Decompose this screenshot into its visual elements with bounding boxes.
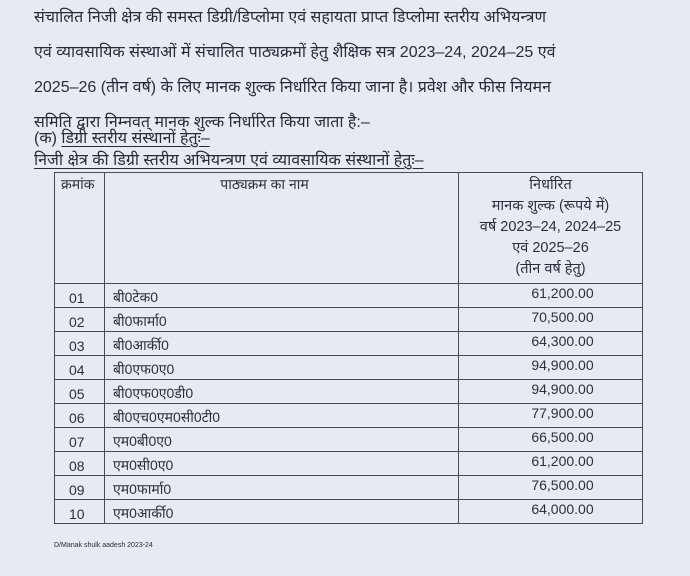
row-serial: 04 bbox=[55, 356, 105, 380]
section-prefix: (क) bbox=[34, 130, 57, 147]
table-row bbox=[55, 356, 643, 380]
row-serial: 09 bbox=[55, 476, 105, 500]
header-fee-line-3: वर्ष 2023–24, 2024–25 bbox=[479, 219, 622, 235]
row-serial: 07 bbox=[55, 428, 105, 452]
row-serial: 06 bbox=[55, 404, 105, 428]
intro-line-3: 2025–26 (तीन वर्ष) के लिए मानक शुल्क निर्धारित किया जाना है। प्रवेश और फीस नियमन bbox=[34, 79, 551, 96]
row-fee: 61,200.00 bbox=[459, 452, 643, 476]
header-fee-line-1: निर्धारित bbox=[529, 177, 572, 193]
row-course: बी0एफ0ए0 bbox=[105, 356, 459, 380]
section-title: डिग्री स्तरीय संस्थानों हेतुः– bbox=[61, 130, 210, 147]
document-reference: D/Manak shulk aadesh 2023-24 bbox=[54, 542, 153, 549]
intro-paragraph bbox=[34, 0, 644, 140]
row-serial: 03 bbox=[55, 332, 105, 356]
table-header-row bbox=[55, 173, 643, 284]
row-serial: 02 bbox=[55, 308, 105, 332]
intro-line-1: संचालित निजी क्षेत्र की समस्त डिग्री/डिप्लोमा एवं सहायता प्राप्त डिप्लोमा स्तरीय अभियन्त्रण bbox=[34, 9, 547, 26]
row-fee: 64,300.00 bbox=[459, 332, 643, 356]
row-course: एम0सी0ए0 bbox=[105, 452, 459, 476]
section-subheading: निजी क्षेत्र की डिग्री स्तरीय अभियन्त्रण एवं व्यावसायिक संस्थानों हेतुः– bbox=[34, 152, 424, 169]
row-fee: 94,900.00 bbox=[459, 380, 643, 404]
table-row bbox=[55, 308, 643, 332]
fee-table bbox=[54, 172, 643, 524]
table-row bbox=[55, 284, 643, 308]
row-course: बी0एफ0ए0डी0 bbox=[105, 380, 459, 404]
row-course: बी0फार्मा0 bbox=[105, 308, 459, 332]
header-course-name: पाठ्यक्रम का नाम bbox=[105, 173, 459, 284]
row-fee: 70,500.00 bbox=[459, 308, 643, 332]
row-fee: 61,200.00 bbox=[459, 284, 643, 308]
row-course: बी0एच0एम0सी0टी0 bbox=[105, 404, 459, 428]
row-fee: 64,000.00 bbox=[459, 500, 643, 524]
row-fee: 76,500.00 bbox=[459, 476, 643, 500]
row-serial: 05 bbox=[55, 380, 105, 404]
header-serial: क्रमांक bbox=[55, 173, 105, 284]
row-course: एम0आर्की0 bbox=[105, 500, 459, 524]
table-row bbox=[55, 404, 643, 428]
row-fee: 77,900.00 bbox=[459, 404, 643, 428]
row-fee: 66,500.00 bbox=[459, 428, 643, 452]
section-heading bbox=[34, 128, 210, 150]
intro-line-4: समिति द्वारा निम्नवत् मानक शुल्क निर्धारित किया जाता है:– bbox=[34, 114, 370, 131]
row-serial: 08 bbox=[55, 452, 105, 476]
table-row bbox=[55, 452, 643, 476]
header-fee bbox=[459, 173, 643, 284]
row-course: बी0टेक0 bbox=[105, 284, 459, 308]
header-fee-line-4: एवं 2025–26 bbox=[512, 240, 589, 256]
table-row bbox=[55, 500, 643, 524]
row-serial: 10 bbox=[55, 500, 105, 524]
row-fee: 94,900.00 bbox=[459, 356, 643, 380]
table-row bbox=[55, 380, 643, 404]
row-course: एम0फार्मा0 bbox=[105, 476, 459, 500]
table-row bbox=[55, 332, 643, 356]
intro-line-2: एवं व्यावसायिक संस्थाओं में संचालित पाठ्यक्रमों हेतु शैक्षिक सत्र 2023–24, 2024–25 एवं bbox=[34, 44, 556, 61]
table-row bbox=[55, 476, 643, 500]
row-course: बी0आर्की0 bbox=[105, 332, 459, 356]
header-fee-line-5: (तीन वर्ष हेतु) bbox=[515, 261, 586, 277]
table-row bbox=[55, 428, 643, 452]
row-course: एम0बी0ए0 bbox=[105, 428, 459, 452]
header-fee-line-2: मानक शुल्क (रूपये में) bbox=[491, 198, 610, 214]
row-serial: 01 bbox=[55, 284, 105, 308]
